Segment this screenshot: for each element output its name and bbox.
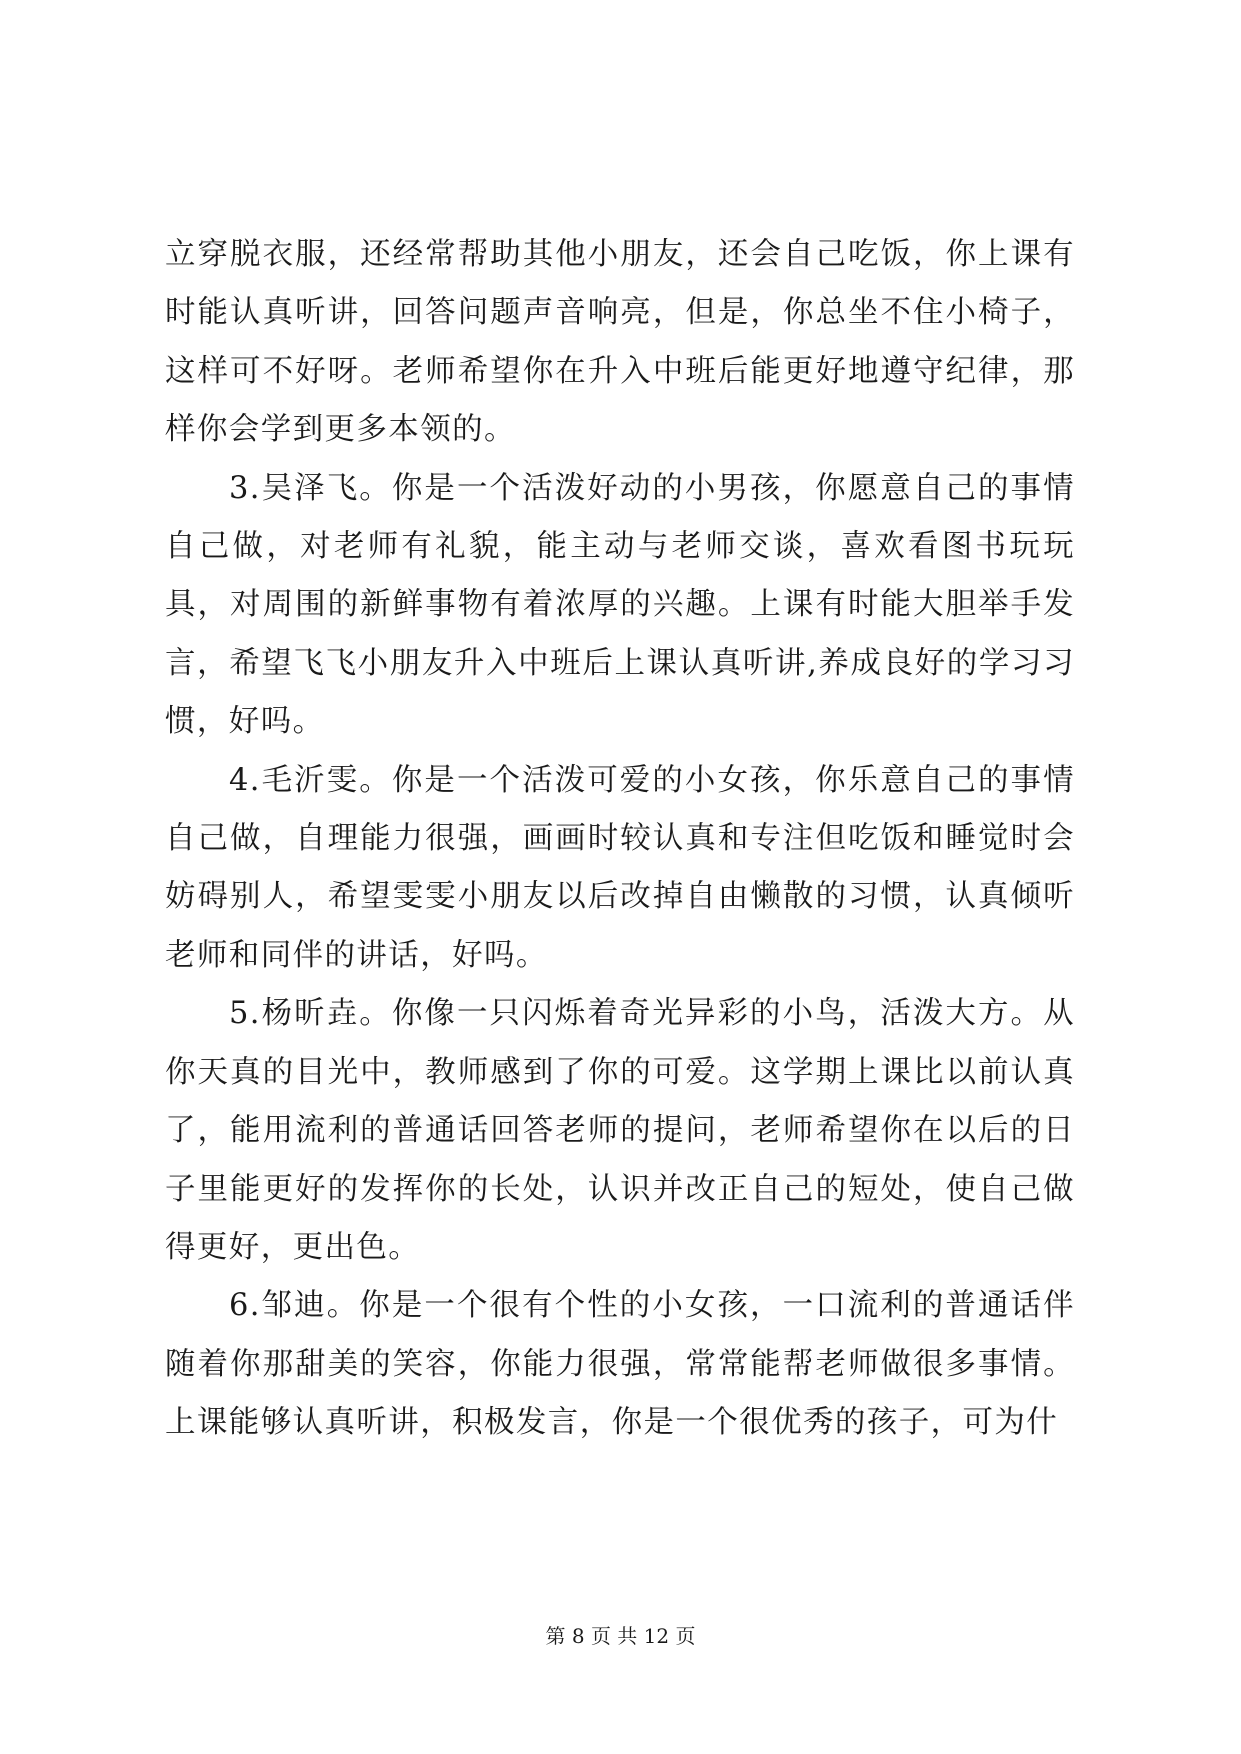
paragraph-item-4: 4.毛沂雯。你是一个活泼可爱的小女孩，你乐意自己的事情自己做，自理能力很强，画画时较认真和专注但吃饭和睡觉时会妨碍别人，希望雯雯小朋友以后改掉自由懒散的习惯，认真倾听老师和同伴的讲话，好吗。 bbox=[165, 762, 1075, 973]
paragraph-item-6: 6.邹迪。你是一个很有个性的小女孩，一口流利的普通话伴随着你那甜美的笑容，你能力很强，常常能帮老师做很多事情。上课能够认真听讲，积极发言，你是一个很优秀的孩子，可为什 bbox=[165, 1288, 1075, 1441]
document-body bbox=[165, 226, 1075, 1453]
paragraph-item-3: 3.吴泽飞。你是一个活泼好动的小男孩，你愿意自己的事情自己做，对老师有礼貌，能主动与老师交谈，喜欢看图书玩玩具，对周围的新鲜事物有着浓厚的兴趣。上课有时能大胆举手发言，希望飞飞小朋友升入中班后上课认真听讲,养成良好的学习习惯，好吗。 bbox=[165, 470, 1075, 740]
paragraph-item-5: 5.杨昕垚。你像一只闪烁着奇光异彩的小鸟，活泼大方。从你天真的目光中，教师感到了你的可爱。这学期上课比以前认真了，能用流利的普通话回答老师的提问，老师希望你在以后的日子里能更好的发挥你的长处，认识并改正自己的短处，使自己做得更好，更出色。 bbox=[165, 996, 1075, 1265]
paragraph-continued: 立穿脱衣服，还经常帮助其他小朋友，还会自己吃饭，你上课有时能认真听讲，回答问题声音响亮，但是，你总坐不住小椅子，这样可不好呀。老师希望你在升入中班后能更好地遵守纪律，那样你会学到更多本领的。 bbox=[165, 237, 1075, 448]
page-number-footer: 第 8 页 共 12 页 bbox=[545, 1624, 696, 1648]
